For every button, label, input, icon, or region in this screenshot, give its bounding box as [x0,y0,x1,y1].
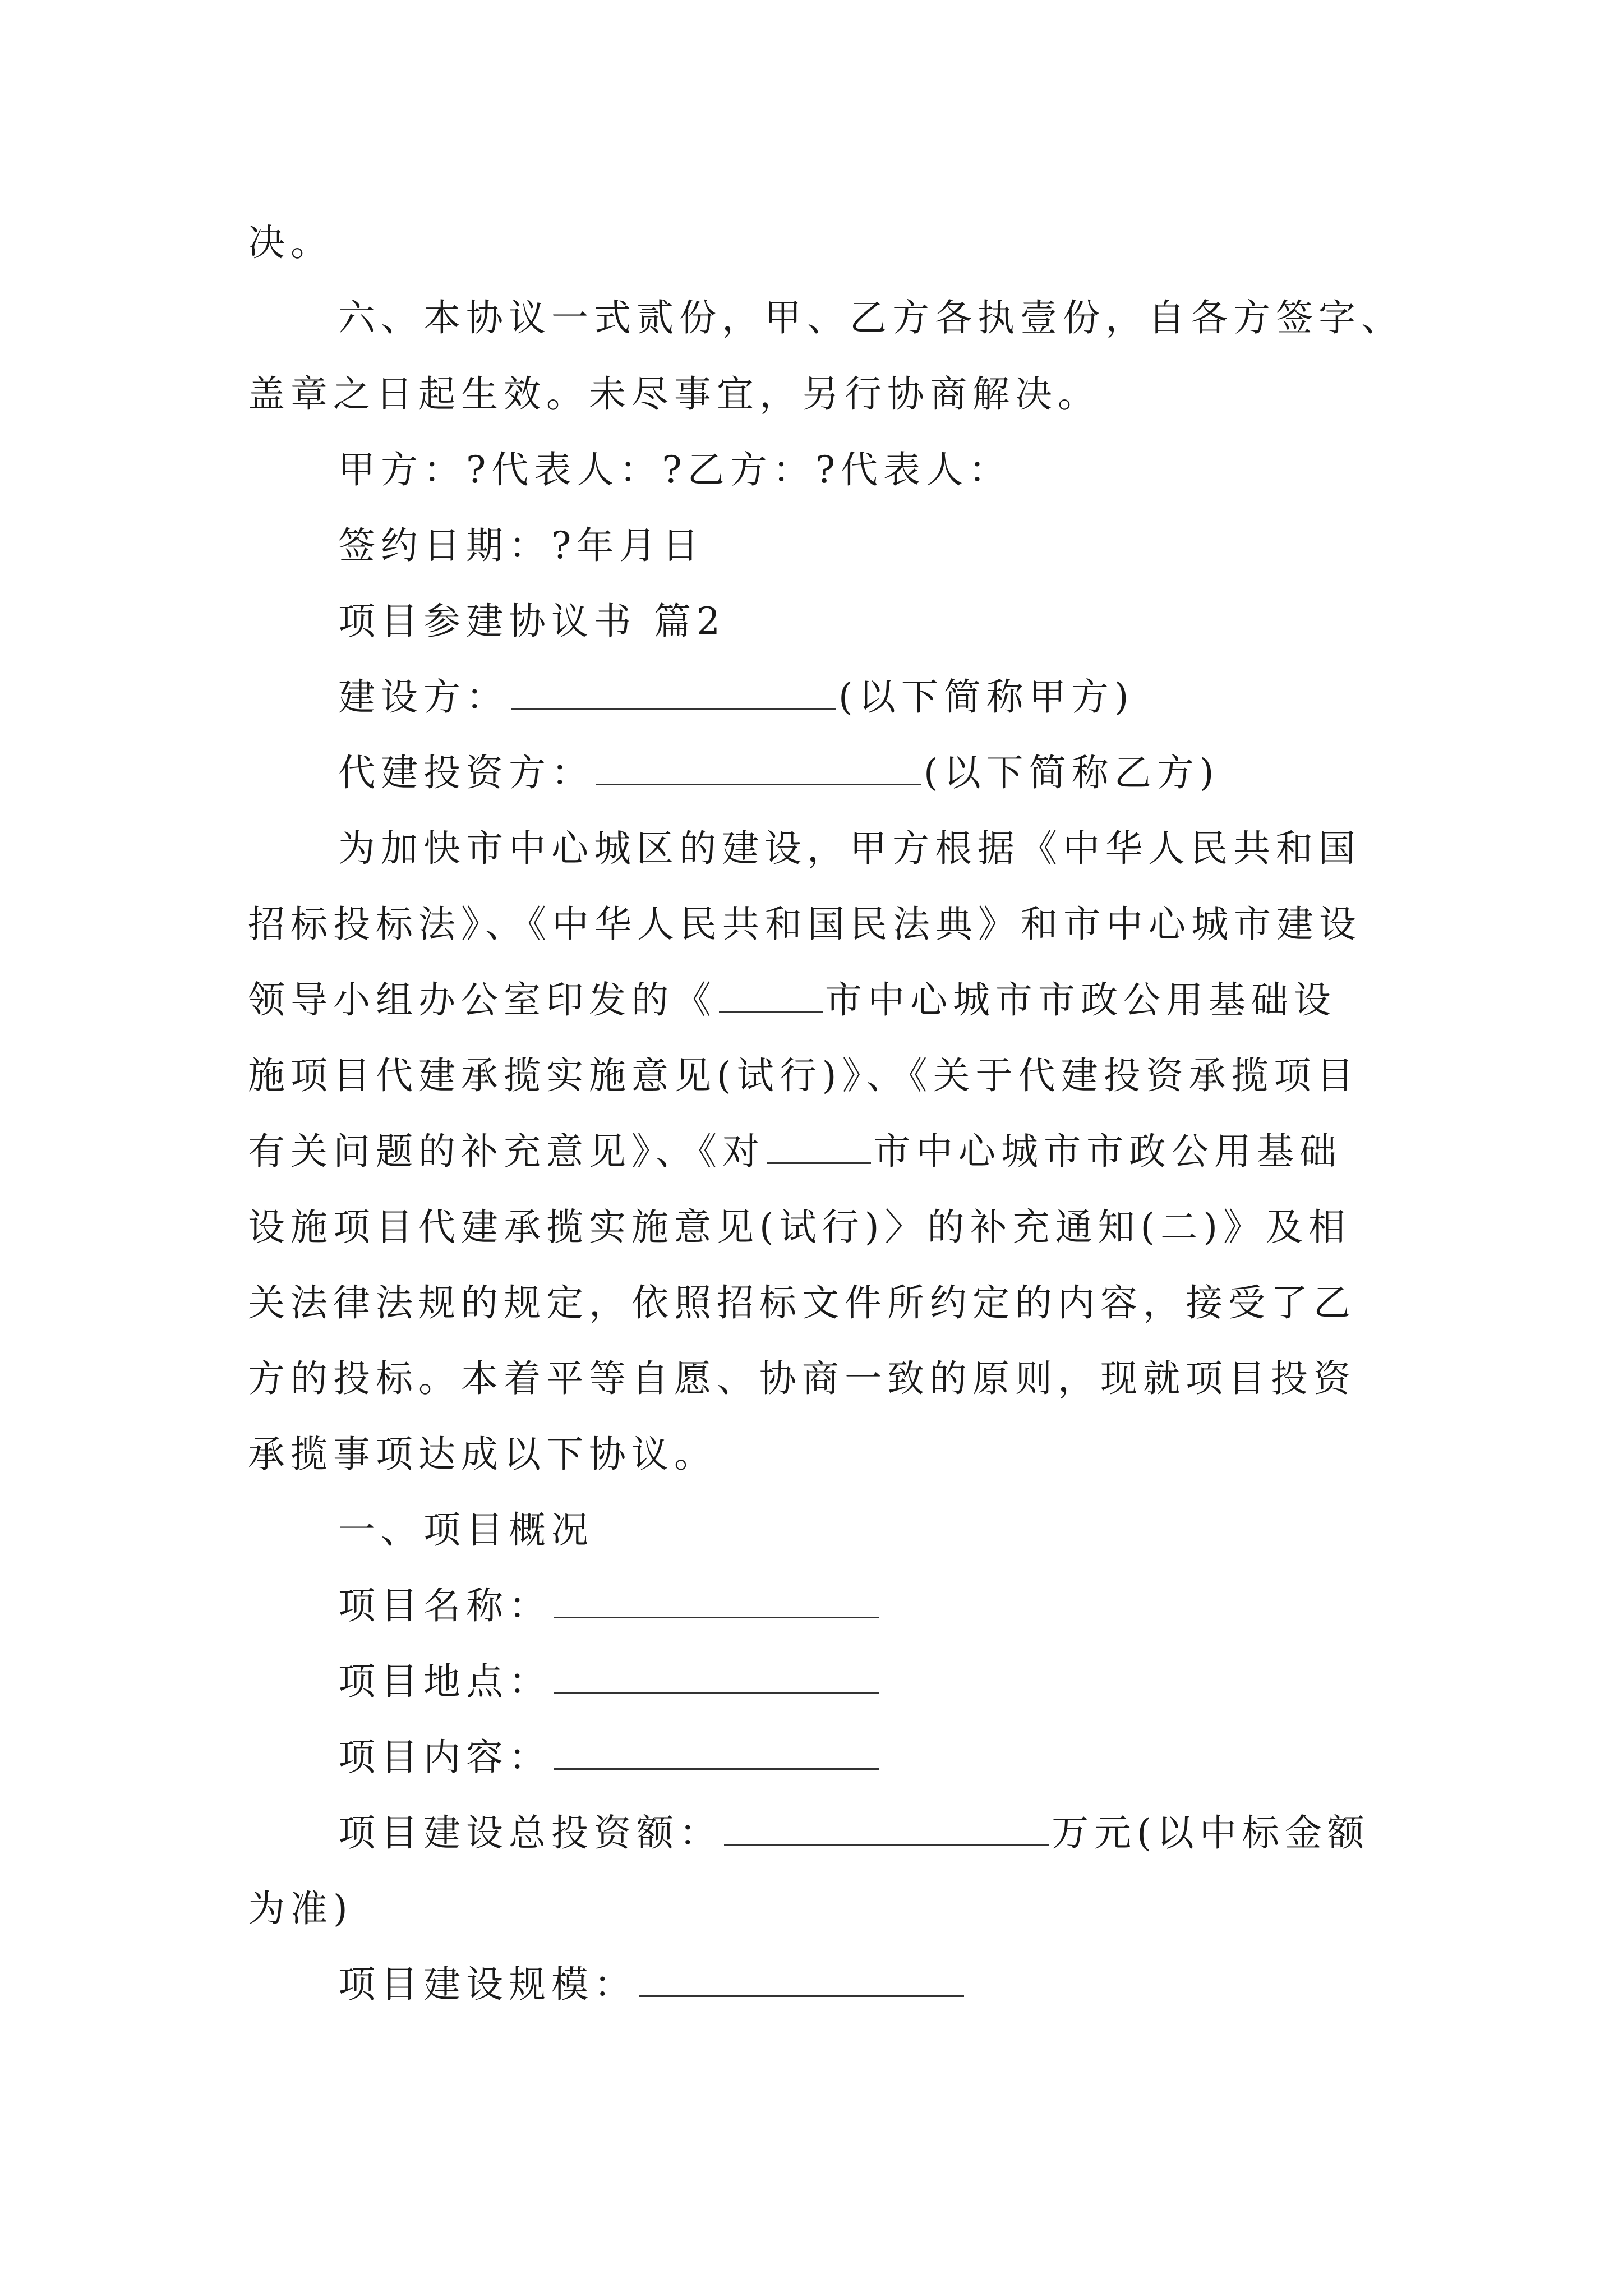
party-a-blank [511,673,836,710]
signature-line: 甲方：?代表人：?乙方：?代表人： [338,448,1012,491]
project-scale-line: 项目建设规模： [338,1959,1623,2010]
project-name-line: 项目名称： [338,1581,1623,1631]
text-line: 盖章之日起生效。未尽事宜，另行协商解决。 [248,372,1100,416]
text-line: 招标投标法》、《中华人民共和国民法典》和市中心城市建设 [248,903,1362,946]
party-b-line: 代建投资方： (以下简称乙方) [338,748,1623,798]
clause-six: 六、本协议一式贰份，甲、乙方各执壹份，自各方签字、 [338,296,1404,339]
project-name-blank [554,1582,879,1618]
section-heading: 一、项目概况 [338,1508,594,1552]
signing-date: 签约日期：?年月日 [338,524,705,567]
total-investment-line: 项目建设总投资额： 万元(以中标金额 [338,1808,1623,1858]
project-location-line: 项目地点： [338,1657,1623,1707]
party-a-line: 建设方： (以下简称甲方) [338,672,1623,723]
city-blank [719,976,823,1013]
text-line: 施项目代建承揽实施意见(试行)》、《关于代建投资承揽项目 [248,1054,1359,1097]
text-line: 为加快市中心城区的建设，甲方根据《中华人民共和国 [338,827,1361,870]
section-title: 项目参建协议书 篇2 [338,600,726,643]
text-line: 有关问题的补充意见》、《对 市中心城市市政公用基础 [248,1126,1623,1177]
text-line: 承揽事项达成以下协议。 [248,1433,717,1476]
city-blank [767,1128,871,1164]
text-line: 方的投标。本着平等自愿、协商一致的原则，现就项目投资 [248,1357,1356,1400]
text-line: 设施项目代建承揽实施意见(试行)〉的补充通知(二)》及相 [248,1205,1351,1249]
project-scale-blank [639,1961,964,1997]
text-line: 为准) [248,1887,353,1930]
project-content-line: 项目内容： [338,1732,1623,1783]
total-investment-blank [724,1809,1049,1846]
project-location-blank [554,1658,879,1694]
text-line: 决。 [248,221,333,264]
project-content-blank [554,1733,879,1770]
party-b-blank [596,749,921,785]
text-line: 关法律法规的规定，依照招标文件所约定的内容，接受了乙 [248,1281,1356,1324]
text-line: 领导小组办公室印发的《 市中心城市市政公用基础设 [248,975,1623,1025]
